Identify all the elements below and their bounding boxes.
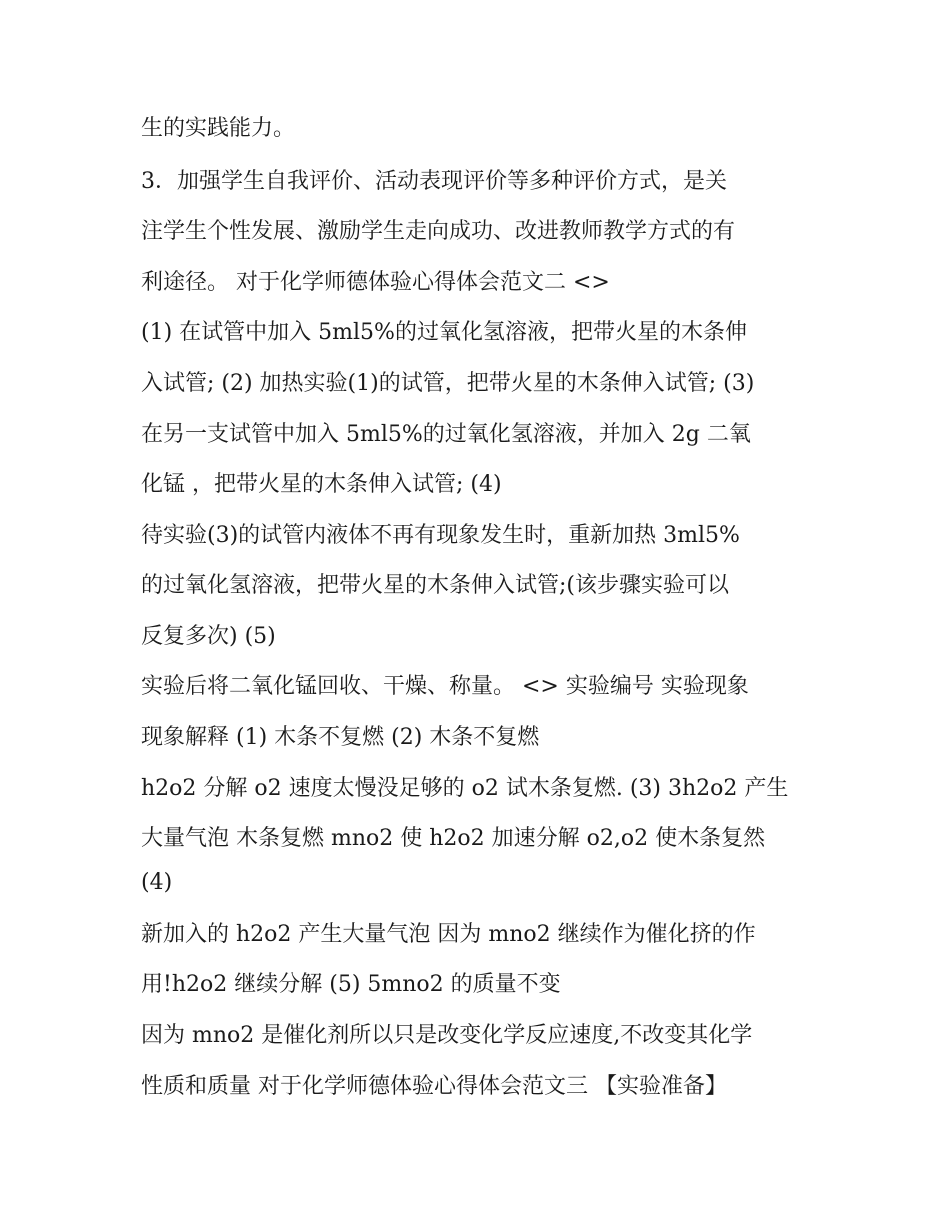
text-line: (4) — [141, 870, 173, 895]
text-line: (1) 在试管中加入 5ml5%的过氧化氢溶液，把带火星的木条伸 — [141, 320, 747, 345]
text-line: 性质和质量 对于化学师德体验心得体会范文三 【实验准备】 — [141, 1074, 727, 1099]
text-line: 现象解释 (1) 木条不复燃 (2) 木条不复燃 — [141, 725, 540, 750]
text-line: 化锰 ，把带火星的木条伸入试管; (4) — [141, 472, 502, 497]
text-line: 实验后将二氧化锰回收、干燥、称量。 <> 实验编号 实验现象 — [141, 674, 749, 699]
text-line: 入试管; (2) 加热实验(1)的试管，把带火星的木条伸入试管; (3) — [141, 371, 755, 396]
text-line: 大量气泡 木条复燃 mno2 使 h2o2 加速分解 o2,o2 使木条复然 — [141, 826, 766, 851]
text-line: 待实验(3)的试管内液体不再有现象发生时，重新加热 3ml5% — [141, 523, 740, 548]
text-line: 因为 mno2 是催化剂所以只是改变化学反应速度,不改变其化学 — [141, 1023, 753, 1048]
text-line: 的过氧化氢溶液，把带火星的木条伸入试管;(该步骤实验可以 — [141, 573, 729, 598]
text-line: h2o2 分解 o2 速度太慢没足够的 o2 试木条复燃. (3) 3h2o2 产生 — [141, 776, 789, 801]
text-line: 用!h2o2 继续分解 (5) 5mno2 的质量不变 — [141, 972, 561, 997]
text-line: 反复多次) (5) — [141, 624, 276, 649]
text-line: 生的实践能力。 — [141, 116, 296, 141]
text-line: 利途径。 对于化学师德体验心得体会范文二 <> — [141, 270, 610, 295]
text-line: 3．加强学生自我评价、活动表现评价等多种评价方式，是关 — [141, 169, 727, 194]
text-line: 注学生个性发展、激励学生走向成功、改进教师教学方式的有 — [141, 219, 736, 244]
text-line: 在另一支试管中加入 5ml5%的过氧化氢溶液，并加入 2g 二氧 — [141, 422, 751, 447]
text-line: 新加入的 h2o2 产生大量气泡 因为 mno2 继续作为催化挤的作 — [141, 922, 756, 947]
